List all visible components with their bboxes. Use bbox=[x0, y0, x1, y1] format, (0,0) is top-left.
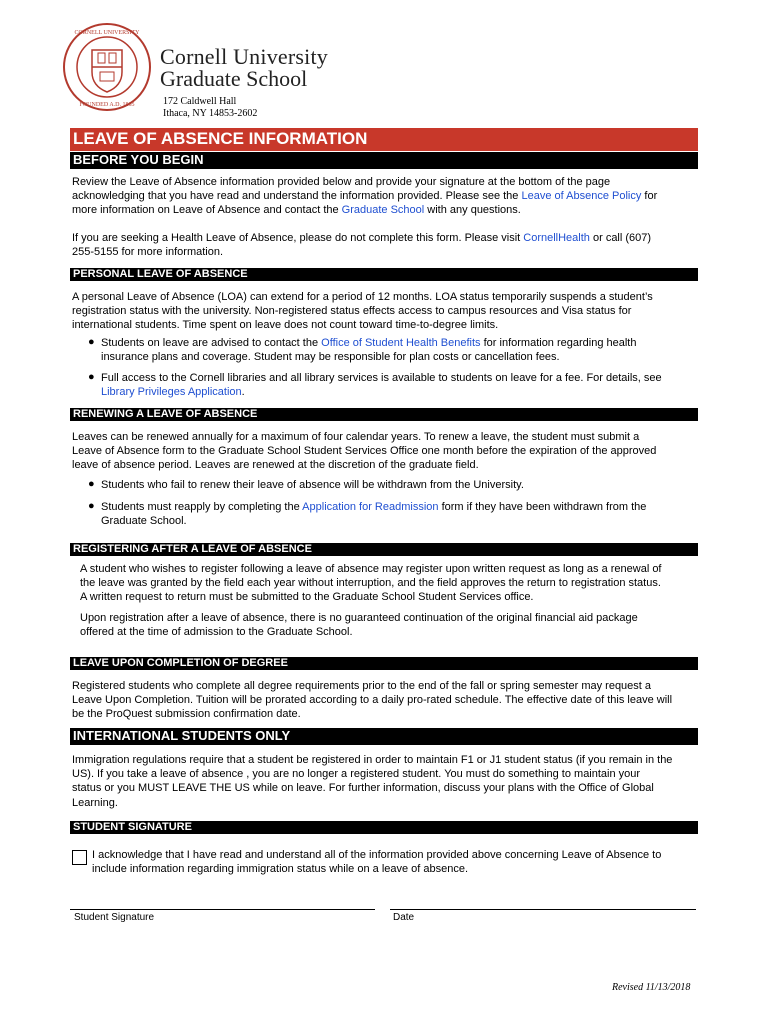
university-name: Cornell University bbox=[160, 44, 328, 69]
address-line-2: Ithaca, NY 14853-2602 bbox=[163, 108, 258, 119]
section-header-registering: REGISTERING AFTER A LEAVE OF ABSENCE bbox=[70, 543, 698, 556]
bullet-icon: ● bbox=[88, 371, 95, 383]
section-header-personal: PERSONAL LEAVE OF ABSENCE bbox=[70, 268, 698, 281]
svg-text:CORNELL UNIVERSITY: CORNELL UNIVERSITY bbox=[74, 30, 140, 36]
renewing-bullet-1: Students who fail to renew their leave of absence will be withdrawn from the University. bbox=[101, 479, 524, 491]
acknowledge-checkbox[interactable] bbox=[72, 850, 87, 865]
readmission-link[interactable]: Application for Readmission bbox=[302, 501, 439, 513]
registering-paragraph-1: A student who wishes to register following a leave of absence may register upon written request as long as a renewal of the leave was granted by the field each year without interruption, and the field approves the return to registration status. A written request to return must be submitted to the Graduate School Student Services office. bbox=[80, 563, 662, 604]
renewing-bullet-2: Students must reapply by completing the Application for Readmission form if they have been withdrawn from the Graduate School. bbox=[101, 501, 647, 528]
signature-line[interactable] bbox=[70, 909, 375, 910]
library-privileges-link[interactable]: Library Privileges Application bbox=[101, 386, 242, 399]
leave-policy-link[interactable]: Leave of Absence Policy bbox=[521, 190, 642, 203]
revision-date: Revised 11/13/2018 bbox=[612, 982, 691, 993]
acknowledge-text: I acknowledge that I have read and understand all of the information provided above concerning Leave of Absence to include information regarding immigration status while on a leave of absence. bbox=[92, 849, 662, 876]
bullet-icon: ● bbox=[88, 500, 95, 512]
section-header-renewing: RENEWING A LEAVE OF ABSENCE bbox=[70, 408, 698, 421]
section-header-signature: STUDENT SIGNATURE bbox=[70, 821, 698, 834]
signature-label: Student Signature bbox=[74, 912, 155, 923]
date-label: Date bbox=[393, 912, 415, 923]
bullet-icon: ● bbox=[88, 478, 95, 490]
personal-bullet-2: Full access to the Cornell libraries and all library services is available to students on leave for a fee. For details, see Library Privileges Application. bbox=[101, 372, 662, 399]
title-bar bbox=[70, 128, 698, 151]
bullet-icon: ● bbox=[88, 336, 95, 348]
registering-paragraph-2: Upon registration after a leave of absence, there is no guaranteed continuation of the original financial aid package offered at the time of admission to the Graduate School. bbox=[80, 612, 638, 639]
svg-text:FOUNDED A.D. 1865: FOUNDED A.D. 1865 bbox=[79, 102, 135, 108]
address-line-1: 172 Caldwell Hall bbox=[163, 96, 237, 107]
section-header-completion: LEAVE UPON COMPLETION OF DEGREE bbox=[70, 657, 698, 670]
date-line[interactable] bbox=[390, 909, 696, 910]
section-header-before: BEFORE YOU BEGIN bbox=[70, 152, 698, 169]
page-title: LEAVE OF ABSENCE INFORMATION bbox=[73, 129, 368, 148]
completion-paragraph: Registered students who complete all degree requirements prior to the end of the fall or spring semester may request a Leave Upon Completion. Tuition will be prorated according to a daily pro-rated schedule. The effective date of this leave will be the ProQuest submission confirmation date. bbox=[72, 680, 673, 721]
renewing-paragraph: Leaves can be renewed annually for a maximum of four calendar years. To renew a leave, the student must submit a Leave of Absence form to the Graduate School Student Services Office one month before the expiration of the approved leave of absence period. Leaves are renewed at the discretion of the graduate field. bbox=[72, 431, 657, 472]
international-paragraph: Immigration regulations require that a student be registered in order to maintain F1 or J1 student status (if you remain in the US). If you take a leave of absence , you are no longer a registered student. You must do something to maintain your status or you MUST LEAVE THE US while on leave. For further information, discuss your plans with the Office of Global Learning. bbox=[72, 754, 673, 809]
graduate-school-link[interactable]: Graduate School bbox=[341, 204, 425, 217]
section-header-international: INTERNATIONAL STUDENTS ONLY bbox=[70, 728, 698, 745]
personal-bullet-1: Students on leave are advised to contact the Office of Student Health Benefits for information regarding health insurance plans and coverage. Student may be responsible for plan costs or cancellation fees. bbox=[101, 337, 637, 364]
cornell-seal-logo bbox=[62, 22, 152, 112]
before-paragraph-1: Review the Leave of Absence information provided below and provide your signature at the bottom of the page acknowledging that you have read and understand the information provided. Please see the Leave of Absence Policy for more information on Leave of Absence and contact the Graduate School with any questions. bbox=[72, 176, 658, 217]
before-paragraph-2: If you are seeking a Health Leave of Absence, please do not complete this form. Please visit CornellHealth or call (607) 255-5155 for more information. bbox=[72, 232, 652, 259]
school-name: Graduate School bbox=[160, 66, 308, 91]
personal-paragraph: A personal Leave of Absence (LOA) can extend for a period of 12 months. LOA status temporarily suspends a student’s registration status with the university. Non-registered status effects access to campus resources and Visa status for international students. Time spent on leave does not count toward time-to-degree limits. bbox=[72, 291, 653, 332]
cornell-health-link[interactable]: CornellHealth bbox=[523, 232, 590, 244]
health-benefits-link[interactable]: Office of Student Health Benefits bbox=[321, 337, 481, 349]
